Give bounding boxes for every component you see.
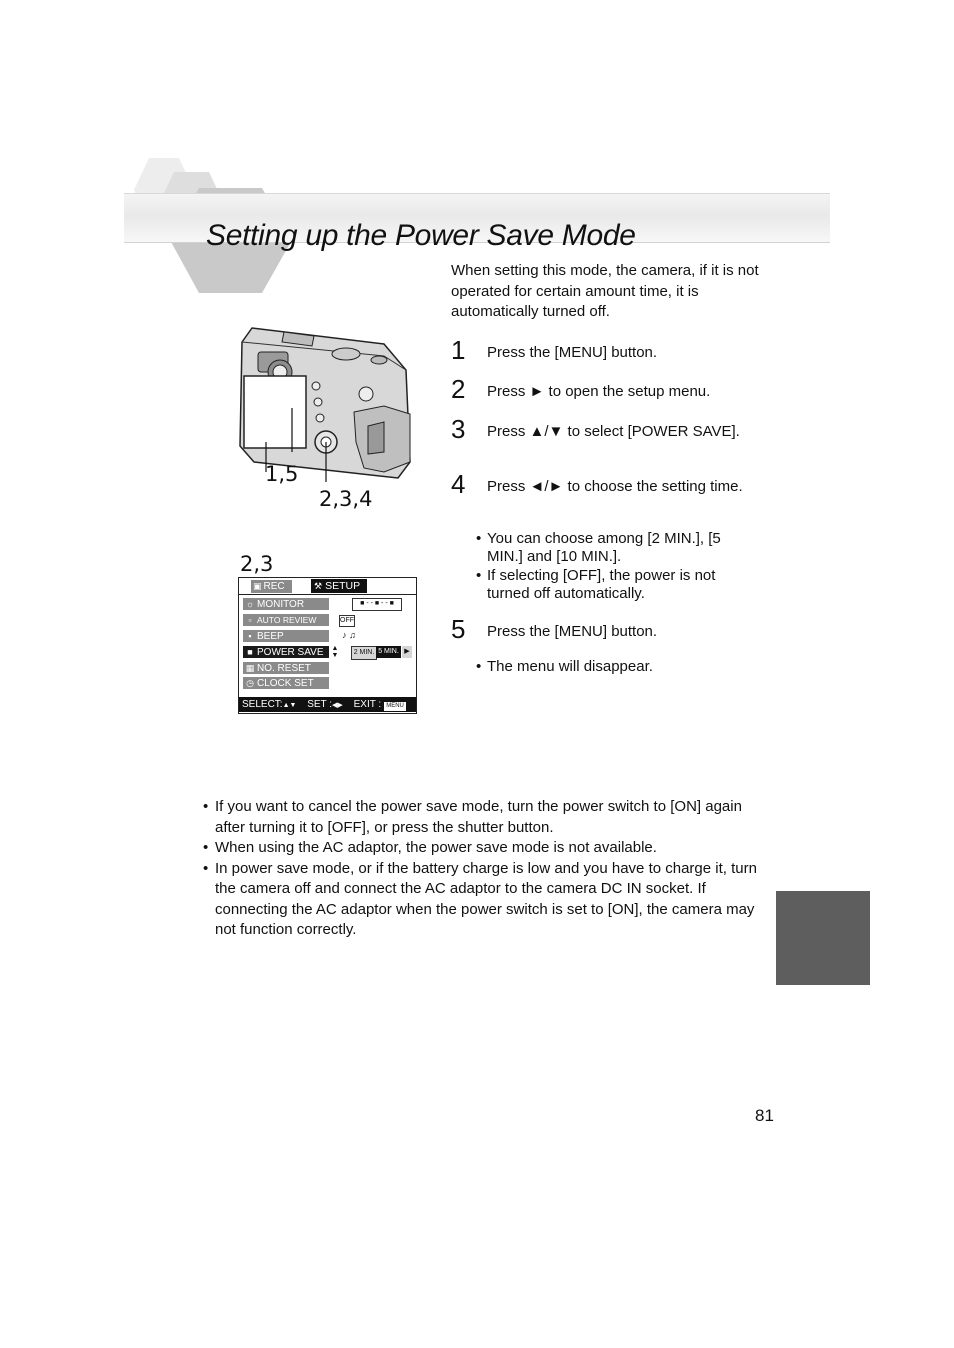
- menu-footer: SELECT:▲▼ SET :◀▶ EXIT : MENU: [239, 697, 416, 712]
- intro-text: When setting this mode, the camera, if it is not operated for certain amount time, it is automatically turned off.: [451, 262, 759, 320]
- menu-item-monitor: ☼ MONITOR: [243, 598, 329, 610]
- camera-illustration: [234, 322, 414, 482]
- step-4-bullet-2: • If selecting [OFF], the power is not turned off automatically.: [476, 567, 716, 602]
- step-4-text: Press ◄/► to choose the setting time.: [487, 478, 743, 495]
- menu-item-clock-set: ◷ CLOCK SET: [243, 677, 329, 689]
- note-item: • In power save mode, or if the battery charge is low and you have to charge it, turn the camera off and connect the AC adaptor to the camera DC IN socket. If connecting the AC adaptor when the power switch is set to [ON], the camera may not function correctly.: [203, 859, 757, 938]
- notes-list: [203, 797, 758, 941]
- menu-item-beep: ▪ BEEP: [243, 630, 329, 642]
- step-4-bullet-1: • You can choose among [2 MIN.], [5 MIN.] and [10 MIN.].: [476, 530, 721, 565]
- clock-icon: ◷: [246, 678, 254, 688]
- menu-key-icon: MENU: [386, 703, 404, 709]
- note-item: • When using the AC adaptor, the power save mode is not available.: [203, 839, 657, 856]
- chapter-side-tab: [776, 891, 870, 985]
- tab-setup: ⚒ SETUP: [311, 579, 367, 593]
- camera-label-left: 1,5: [265, 462, 299, 486]
- brightness-icon: ☼: [245, 599, 255, 609]
- step-5-bullet-1: • The menu will disappear.: [476, 658, 653, 675]
- menu-header-divider: [239, 594, 416, 595]
- step-1-text: Press the [MENU] button.: [487, 344, 658, 361]
- right-arrow-icon: ▶: [402, 646, 412, 658]
- left-right-icon: ◀▶: [332, 702, 343, 709]
- setup-menu-screen: [238, 577, 417, 714]
- step-1-number: 1: [451, 335, 466, 365]
- step-5-number: 5: [451, 614, 466, 644]
- power-save-icon: ■: [247, 647, 253, 657]
- monitor-level-bar: ■ - - ■ - - ■: [352, 598, 402, 611]
- menu-item-power-save: ■ POWER SAVE: [243, 646, 329, 658]
- tab-rec: ▣ REC: [251, 580, 292, 593]
- power-save-option-2min: 2 MIN.: [351, 646, 377, 660]
- camera-label-right: 2,3,4: [319, 487, 373, 511]
- speaker-icon: ▪: [248, 631, 252, 641]
- step-2-text: Press ► to open the setup menu.: [487, 383, 711, 400]
- page-number: 81: [755, 1106, 774, 1125]
- wrench-icon: ⚒: [314, 581, 323, 591]
- menu-item-no-reset: ▦ NO. RESET: [243, 662, 329, 674]
- step-3-number: 3: [451, 414, 466, 444]
- power-save-option-5min: 5 MIN.: [376, 646, 401, 658]
- review-icon: ▫: [248, 615, 252, 625]
- step-5-text: Press the [MENU] button.: [487, 623, 658, 640]
- step-2-number: 2: [451, 374, 466, 404]
- page-title: Setting up the Power Save Mode: [206, 219, 636, 252]
- camera-icon: ▣: [253, 581, 262, 591]
- step-4-number: 4: [451, 469, 466, 499]
- note-item: • If you want to cancel the power save mode, turn the power switch to [ON] again after turning it to [OFF], or press the shutter button.: [203, 798, 742, 836]
- up-down-arrow-icon: ▲ ▼: [331, 645, 339, 659]
- beep-sound-icon: ♪ ♫: [342, 630, 356, 640]
- menu-item-auto-review: ▫ AUTO REVIEW: [243, 614, 329, 626]
- number-icon: ▦: [245, 663, 255, 673]
- step-3-text: Press ▲/▼ to select [POWER SAVE].: [487, 423, 740, 440]
- menu-figure-label: 2,3: [240, 552, 274, 576]
- up-down-icon: ▲▼: [282, 702, 297, 709]
- auto-review-value: OFF: [339, 615, 355, 627]
